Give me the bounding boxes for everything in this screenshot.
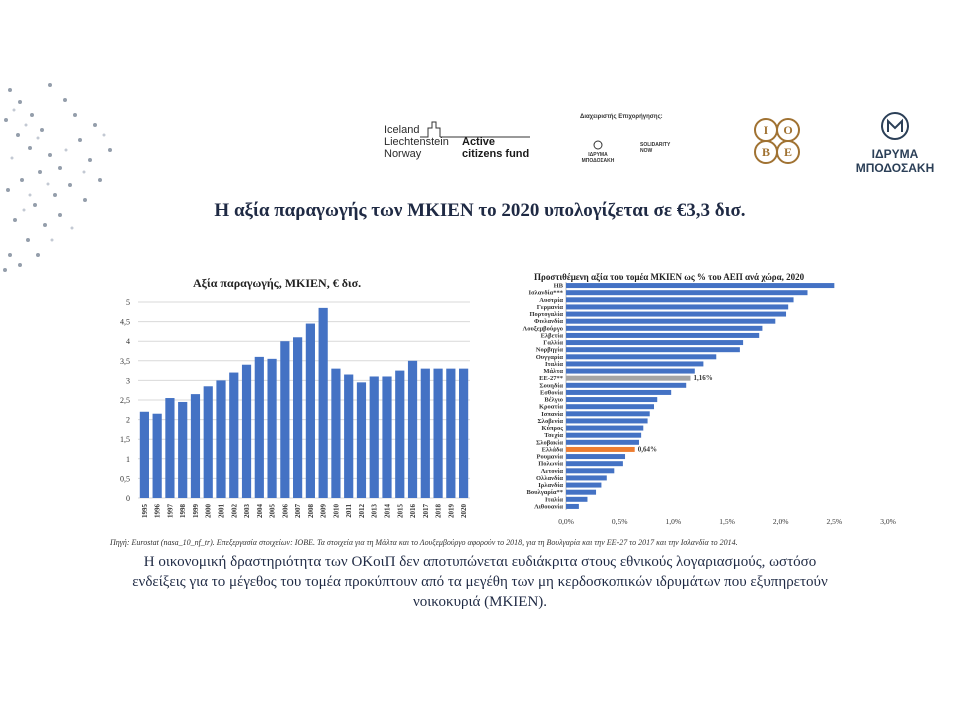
y-tick-label: Γερμανία [536,303,563,311]
bar-Ουγγαρία [566,354,716,359]
bar-Λουξεμβούργο [566,326,762,331]
bar-2018 [433,369,442,498]
x-tick-label: 2,5% [826,517,843,526]
y-tick-label: 4,5 [120,317,130,327]
x-tick-label: 2018 [434,504,443,518]
y-tick-label: Λιθουανία [534,503,563,511]
bar-1999 [191,394,200,498]
y-tick-label: Κύπρος [541,425,563,433]
bar-Βέλγιο [566,397,657,402]
bar-2007 [293,337,302,498]
solidarity-now-text: SOLIDARITY NOW [640,142,671,154]
y-tick-label: Σλοβενία [537,417,563,425]
iobe-letter-e: E [776,140,800,164]
bar-Τσεχία [566,433,641,438]
x-tick-label: 2,0% [772,517,789,526]
y-tick-label: Βουλγαρία** [526,489,563,497]
y-tick-label: Ιταλία [545,496,563,504]
eea-line-2: Liechtenstein [384,136,449,148]
bar-Νορβηγία [566,347,740,352]
y-tick-label: 1,5 [120,435,130,445]
y-tick-label: Ισπανία [541,410,563,418]
y-tick-label: Πολωνία [538,460,563,468]
production-value-bar-chart [110,290,480,535]
y-tick-label: 1 [126,454,130,464]
y-tick-label: 2 [126,415,130,425]
x-tick-label: 2014 [383,504,392,518]
bar-Ολλανδία [566,475,607,480]
x-tick-label: 2012 [357,504,366,518]
x-tick-label: 2019 [447,504,456,518]
bar-2003 [242,365,251,498]
bar-2001 [216,380,225,498]
bar-2008 [306,324,315,498]
bar-Γαλλία [566,340,743,345]
bar-Μάλτα [566,369,695,374]
y-tick-label: Ρουμανία [536,453,563,461]
y-tick-label: Γαλλία [543,339,563,347]
bar-2012 [357,382,366,498]
bar-2002 [229,373,238,498]
bar-2014 [382,376,391,498]
y-tick-label: Ουγγαρία [535,353,563,361]
bar-1995 [140,412,149,498]
iobe-letter-o: O [776,118,800,142]
bar-Ισλανδία*** [566,290,808,295]
bar-2011 [344,375,353,498]
bar-Ελλάδα [566,447,635,452]
bar-2019 [446,369,455,498]
x-tick-label: 1997 [166,504,175,518]
bar-Ιταλία [566,497,587,502]
eea-line-1: Iceland [384,124,420,136]
acf-line-1: Active [462,136,496,148]
x-tick-label: 2005 [268,504,277,518]
y-tick-label: Σουηδία [539,382,563,390]
iobe-letter-i: I [754,118,778,142]
x-tick-label: 1996 [153,504,162,518]
bar-2006 [280,341,289,498]
bar-2015 [395,371,404,498]
y-tick-label: 4 [126,337,130,347]
bar-Φινλανδία [566,319,775,324]
x-tick-label: 1,5% [719,517,735,526]
x-tick-label: 3,0% [880,517,896,526]
bar-2000 [204,386,213,498]
x-tick-label: 2004 [255,504,264,518]
data-label: 1,16% [693,374,713,383]
x-tick-label: 2000 [204,504,213,518]
bar-Αυστρία [566,297,794,302]
bodosaki-logo [850,110,940,175]
y-tick-label: Μάλτα [543,368,563,376]
bodosaki-emblem-icon [879,110,911,142]
value-added-gdp-bar-chart [500,278,900,533]
footer-text: Η οικονομική δραστηριότητα των ΟΚοιΠ δεν αποτυπώνεται ευδιάκριτα στους εθνικούς λογαριασμούς, ωστόσο ενδείξεις για το μέγεθος του τομέα προκύπτουν από τα μεγέθη των μη κερδοσκοπικών ιδρυμάτων που εξυπηρετούν νοικοκυριά (ΜΚΙΕΝ). [132,554,828,610]
bar-2020 [459,369,468,498]
bar-Σλοβενία [566,418,648,423]
x-tick-label: 2007 [294,504,303,518]
y-tick-label: Νορβηγία [535,346,563,354]
y-tick-label: Αυστρία [539,296,563,304]
page-title: Η αξία παραγωγής των ΜΚΙΕΝ το 2020 υπολογίζεται σε €3,3 δισ. [214,200,746,221]
bar-Ιρλανδία [566,483,601,488]
y-tick-label: 0,5 [120,474,130,484]
y-tick-label: Λουξεμβούργο [522,325,563,333]
x-tick-label: 1999 [191,504,200,518]
bar-ΗΒ [566,283,834,288]
y-tick-label: Εσθονία [539,389,563,397]
y-tick-label: 3 [126,376,130,386]
bar-Σλοβακία [566,440,639,445]
chart1-title: Αξία παραγωγής, ΜΚΙΕΝ, € δισ. [193,276,362,290]
y-tick-label: 5 [126,298,130,307]
y-tick-label: 3,5 [120,356,130,366]
bar-1996 [153,414,162,498]
bar-Βουλγαρία** [566,490,596,495]
source-note: Πηγή: Eurostat (nasa_10_nf_tr). Επεξεργασία στοιχείων: ΙΟΒΕ. Τα στοιχεία για τη Μάλτα και το Λουξεμβούργο αφορούν το 2018, για τη Βουλγαρία και την ΕΕ-27 το 2017 και την Ισλανδία το 2014. [110,538,738,547]
y-tick-label: Πορτογαλία [529,311,563,319]
bar-2017 [421,369,430,498]
y-tick-label: 2,5 [120,396,130,405]
y-tick-label: ΗΒ [553,282,563,290]
y-tick-label: Βέλγιο [544,396,563,404]
bar-Πορτογαλία [566,312,786,317]
x-tick-label: 2016 [409,504,418,518]
bar-2016 [408,361,417,498]
eea-skyline-icon [420,118,530,138]
bodosaki-small-icon [592,140,604,150]
x-tick-label: 0,0% [558,517,574,526]
y-tick-label: Ελβετία [540,332,563,340]
bodosaki-name: ΙΔΡΥΜΑ ΜΠΟΔΟΣΑΚΗ [855,147,935,175]
bar-2013 [370,376,379,498]
y-tick-label: ΕΕ-27** [539,375,563,383]
x-tick-label: 2008 [306,504,315,518]
bar-Πολωνία [566,461,623,466]
bar-Εσθονία [566,390,671,395]
y-tick-label: Κροατία [538,403,563,411]
x-tick-label: 2006 [281,504,290,518]
bar-1997 [165,398,174,498]
x-tick-label: 2002 [230,504,239,518]
bar-Λετονία [566,468,614,473]
bar-2005 [267,359,276,498]
x-tick-label: 2001 [217,504,226,518]
bodosaki-small-text: ΙΔΡΥΜΑ ΜΠΟΔΟΣΑΚΗ [581,152,615,164]
x-tick-label: 2010 [332,504,341,518]
eea-line-3: Norway [384,148,422,160]
data-label: 0,64% [637,445,657,454]
iobe-letter-b: B [754,140,778,164]
y-tick-label: Ελλάδα [541,446,563,454]
x-tick-label: 2013 [370,504,379,518]
y-tick-label: Ολλανδία [536,474,563,482]
x-tick-label: 2020 [460,504,469,518]
iobe-logo [752,118,802,162]
solidarity-now-logo [640,142,680,154]
bar-Ιταλία [566,361,703,366]
acf-line-2: citizens fund [462,148,530,160]
bar-Ισπανία [566,411,650,416]
x-tick-label: 2011 [345,504,354,518]
y-tick-label: Ισλανδία*** [528,289,563,297]
bar-1998 [178,402,187,498]
bar-Λιθουανία [566,504,579,509]
y-tick-label: Σλοβακία [536,439,563,447]
chart2-title: Προστιθέμενη αξία του τομέα ΜΚΙΕΝ ως % του ΑΕΠ ανά χώρα, 2020 [534,272,805,282]
x-tick-label: 1995 [140,504,149,518]
x-tick-label: 2017 [421,504,430,518]
x-tick-label: 1,0% [665,517,682,526]
bar-Κροατία [566,404,654,409]
y-tick-label: Τσεχία [544,432,563,440]
bar-Γερμανία [566,304,788,309]
x-tick-label: 2003 [243,504,252,518]
x-tick-label: 1998 [179,504,188,518]
eea-grants-logo [384,118,534,168]
bar-Ελβετία [566,333,759,338]
y-tick-label: Φινλανδία [533,318,563,326]
bar-ΕΕ-27** [566,376,691,381]
crowd-swirl-image [0,60,130,300]
bar-Ρουμανία [566,454,625,459]
bodosaki-small-logo [578,140,618,164]
y-tick-label: Λετονία [540,467,563,475]
bar-Σουηδία [566,383,686,388]
y-tick-label: Ιταλία [545,360,563,368]
bar-2004 [255,357,264,498]
x-tick-label: 0,5% [611,517,628,526]
x-tick-label: 2015 [396,504,405,518]
operator-label: Διαχειριστής Επιχορήγησης: [580,114,663,120]
bar-2010 [331,369,340,498]
bar-Κύπρος [566,426,643,431]
bar-2009 [319,308,328,498]
y-tick-label: Ιρλανδία [538,482,563,490]
x-tick-label: 2009 [319,504,328,518]
y-tick-label: 0 [126,494,130,503]
